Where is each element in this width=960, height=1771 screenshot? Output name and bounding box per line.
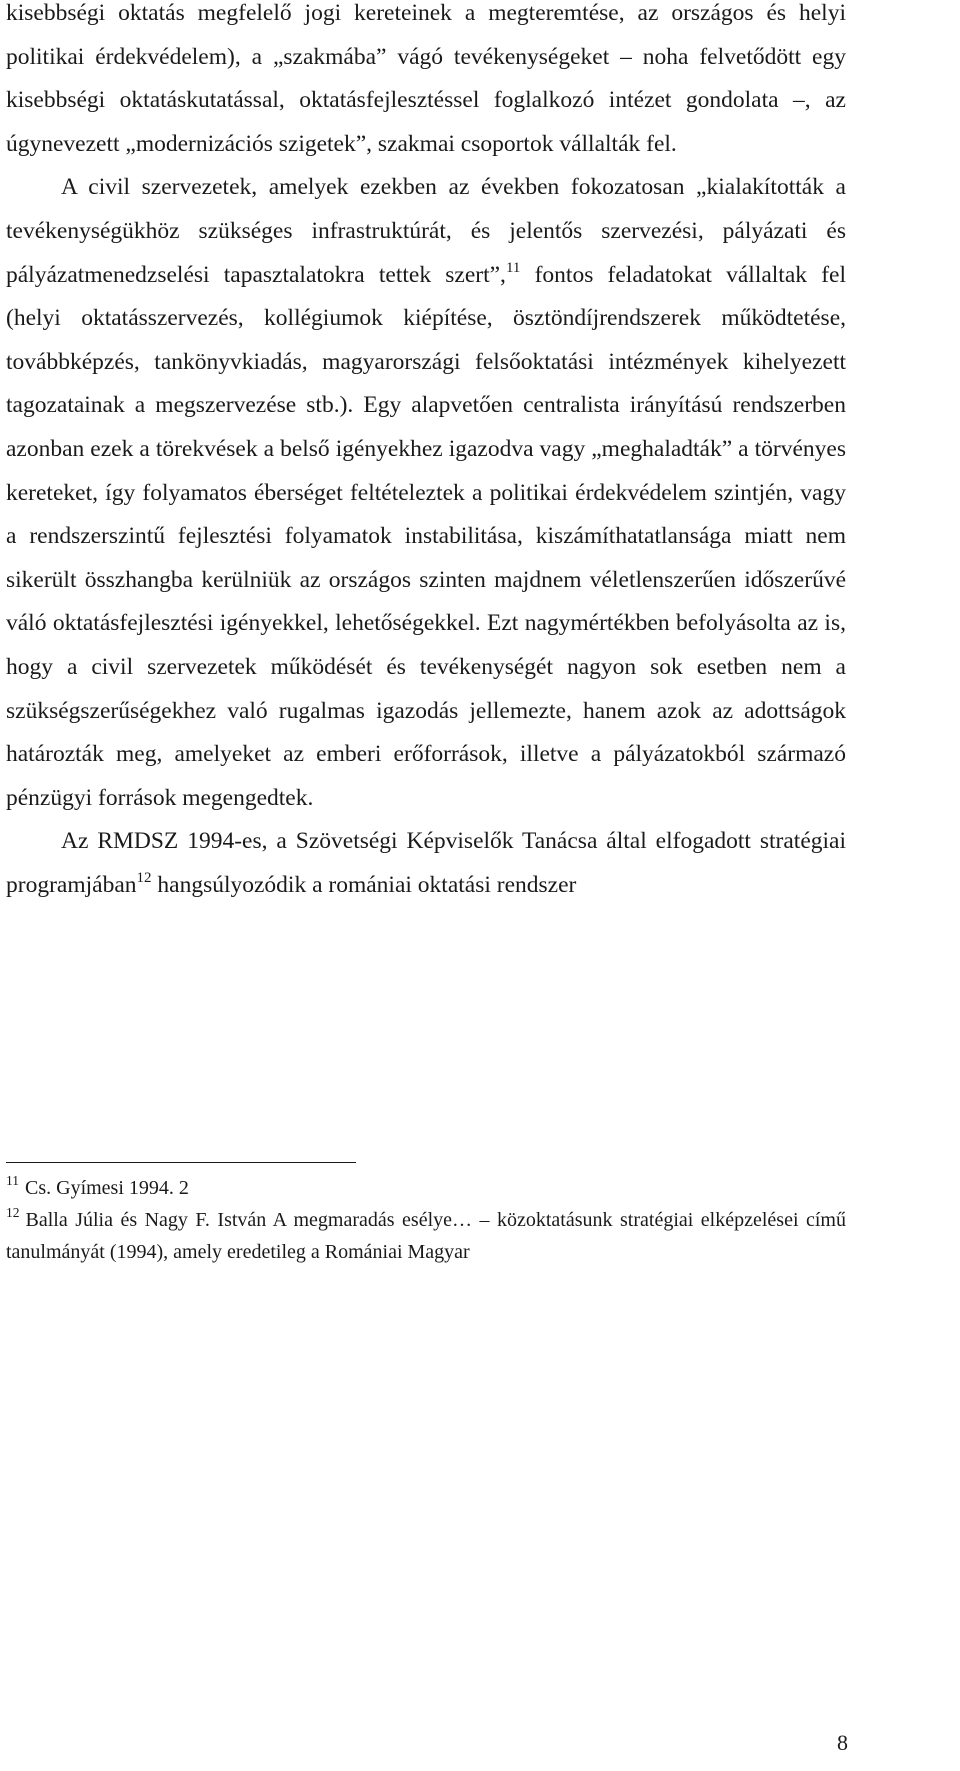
paragraph-1-text: kisebbségi oktatás megfelelő jogi kereteinek a megteremtése, az országos és helyi politikai érdekvédelem), a „szakmába” vágó tevékenységeket – noha felvetődött egy kisebbségi oktatáskutatással, oktatásfejlesztéssel foglalkozó intézet gondolata –, az úgynevezett „modernizációs szigetek”, szakmai csoportok vállalták fel. bbox=[6, 0, 846, 157]
paragraph-3 bbox=[6, 820, 846, 907]
document-page bbox=[6, 0, 846, 907]
paragraph-2 bbox=[6, 166, 846, 820]
footnote-mark-12: 12 bbox=[6, 1205, 20, 1220]
footnote-11 bbox=[6, 1172, 846, 1204]
footnote-divider bbox=[6, 1162, 356, 1163]
footnotes bbox=[6, 1172, 846, 1268]
page-number: 8 bbox=[837, 1730, 848, 1755]
footnote-12 bbox=[6, 1204, 846, 1268]
paragraph-2-text-start: A civil szervezetek, amelyek ezekben az években fokozatosan „kialakították a tevékenységükhöz szükséges infrastruktúrát, és jelentős szervezési, pályázati és pályázatmenedzselési tapasztalatokra tettek szert”, bbox=[6, 174, 846, 288]
footnote-mark-11: 11 bbox=[6, 1173, 19, 1188]
footnote-11-text: Cs. Gyímesi 1994. 2 bbox=[25, 1177, 189, 1199]
footnote-reference-12[interactable]: 12 bbox=[136, 869, 152, 886]
footnote-reference-11[interactable]: 11 bbox=[505, 259, 521, 276]
paragraph-3-text-end: hangsúlyozódik a romániai oktatási rendszer bbox=[151, 871, 577, 898]
paragraph-1 bbox=[6, 0, 846, 166]
footnote-12-text: Balla Júlia és Nagy F. István A megmaradás esélye… – közoktatásunk stratégiai elképzelései című tanulmányát (1994), amely eredetileg a Romániai Magyar bbox=[6, 1209, 846, 1263]
paragraph-3-text-start: Az RMDSZ 1994-es, a Szövetségi Képviselők Tanácsa által elfogadott stratégiai programjában bbox=[6, 828, 846, 898]
body-text bbox=[6, 0, 846, 907]
paragraph-2-text-end: fontos feladatokat vállaltak fel (helyi oktatásszervezés, kollégiumok kiépítése, ösztöndíjrendszerek működtetése, továbbképzés, tankönyvkiadás, magyarországi felsőoktatási intézmények kihelyezett tagozatainak a megszervezése stb.). Egy alapvetően centralista irányítású rendszerben azonban ezek a törekvések a belső igényekhez igazodva vagy „meghaladták” a törvényes kereteket, így folyamatos éberséget feltételeztek a politikai érdekvédelem szintjén, vagy a rendszerszintű fejlesztési folyamatok instabilitása, kiszámíthatatlansága miatt nem sikerült összhangba kerülniük az országos szinten majdnem véletlenszerűen időszerűvé váló oktatásfejlesztési igényekkel, lehetőségekkel. Ezt nagymértékben befolyásolta az is, hogy a civil szervezetek működését és tevékenységét nagyon sok esetben nem a szükségszerűségekhez való rugalmas igazodás jellemezte, hanem azok az adottságok határozták meg, amelyeket az emberi erőforrások, illetve a pályázatokból származó pénzügyi források megengedtek. bbox=[6, 261, 847, 811]
